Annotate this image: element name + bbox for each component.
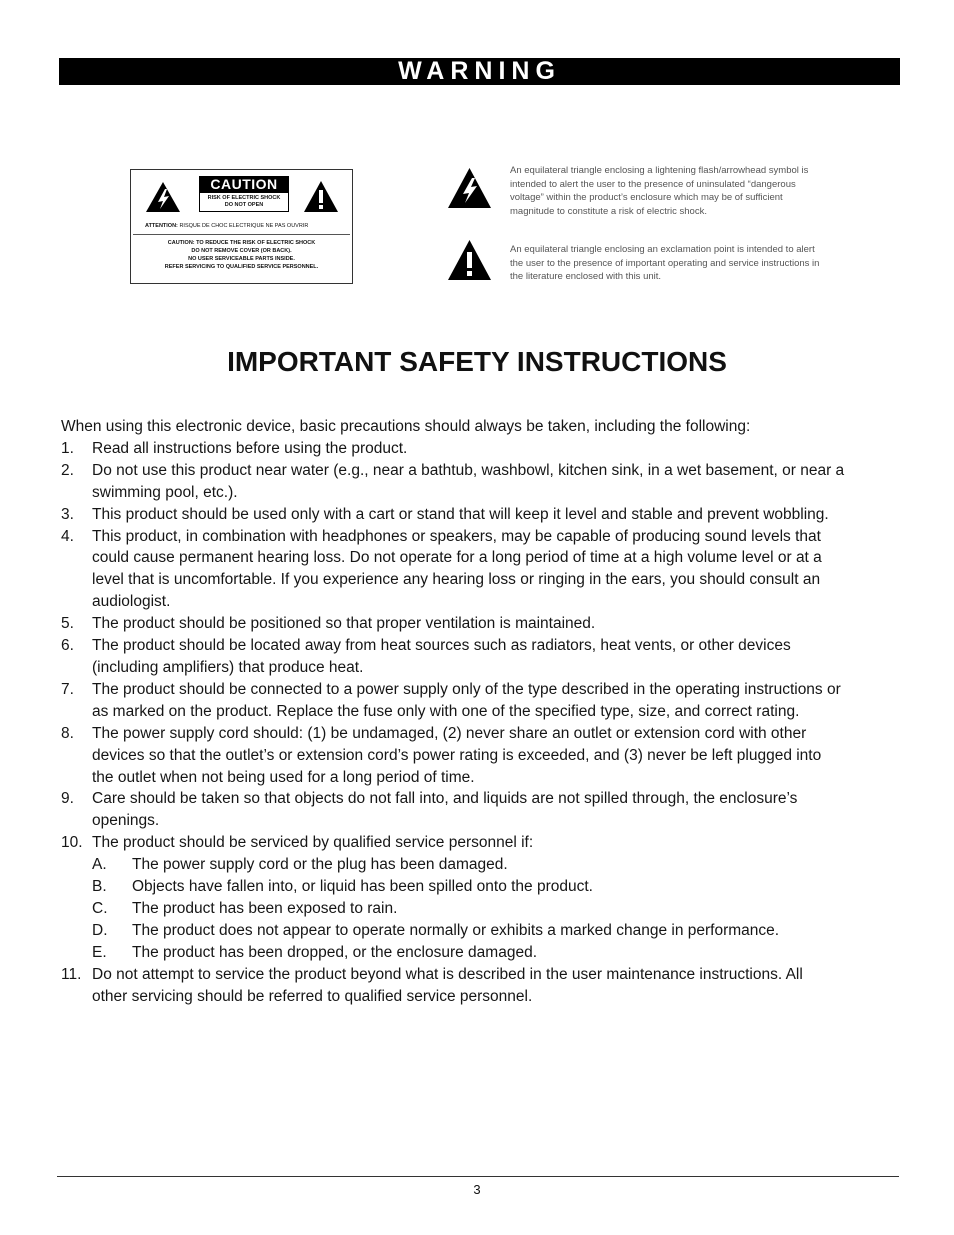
list-item-text [92, 964, 901, 1008]
warning-heading: WARNING [398, 57, 561, 85]
list-item-number: 6. [61, 637, 74, 655]
list-item-number: 8. [61, 724, 74, 742]
list-item-line: This product, in combination with headphones or speakers, may be capable of producing sound levels that [92, 527, 821, 545]
list-item-text [92, 788, 901, 832]
list-item-text [92, 635, 901, 679]
list-item-line: The product should be connected to a power supply only of the type described in the operating instructions or [92, 680, 841, 698]
list-item-number: 9. [61, 790, 74, 808]
list-item [61, 438, 901, 460]
sub-list-item-text: Objects have fallen into, or liquid has been spilled onto the product. [132, 878, 593, 896]
list-item [61, 613, 901, 635]
lightning-desc-line-1: An equilateral triangle enclosing a lightening flash/arrowhead symbol is [510, 165, 809, 176]
list-item-line: level that is uncomfortable. If you experience any hearing loss or ringing in the ears, you should consult an [92, 571, 821, 589]
page-number: 3 [473, 1182, 481, 1197]
sub-list-item [92, 854, 901, 876]
caution-body-line-2: DO NOT REMOVE COVER (OR BACK). [191, 248, 292, 254]
list-item [61, 504, 901, 526]
list-item-line: The power supply cord should: (1) be undamaged, (2) never share an outlet or extension cord with other [92, 724, 807, 742]
exclamation-desc-line-1: An equilateral triangle enclosing an exclamation point is intended to alert [510, 244, 815, 255]
risk-line-2: DO NOT OPEN [224, 202, 264, 208]
list-item [61, 679, 901, 723]
risk-line-1: RISK OF ELECTRIC SHOCK [207, 195, 281, 201]
sub-list-item [92, 920, 901, 942]
exclamation-symbol-description [510, 243, 819, 284]
list-item-text [92, 504, 901, 526]
page-title: IMPORTANT SAFETY INSTRUCTIONS [227, 346, 727, 377]
list-item-line: as marked on the product. Replace the fuse only with one of the specified type, size, and correct rating. [92, 702, 800, 720]
list-item-number: 10. [61, 834, 83, 852]
caution-body-line-1: CAUTION: TO REDUCE THE RISK OF ELECTRIC SHOCK [167, 240, 316, 246]
lightning-warning-icon [145, 181, 181, 213]
sub-list-item-letter: C. [92, 899, 108, 917]
sub-list-item [92, 942, 901, 964]
footer-divider [57, 1176, 899, 1177]
lightning-desc-line-3: voltage” within the product’s enclosure which may be of sufficient [510, 192, 783, 203]
list-item-line: (including amplifiers) that produce heat. [92, 658, 364, 676]
list-item-line: The product should be located away from heat sources such as radiators, heat vents, or other devices [92, 637, 791, 655]
list-item-line: Read all instructions before using the product. [92, 439, 408, 457]
caution-header [199, 176, 289, 220]
sub-list-item-letter: D. [92, 921, 108, 939]
list-item-number: 7. [61, 680, 74, 698]
list-item-line: devices so that the outlet’s or extension cord’s power rating is exceeded, and (3) never be left plugged into [92, 746, 822, 764]
lightning-desc-line-4: magnitude to constitute a risk of electric shock. [510, 205, 707, 217]
caution-body-line-3: NO USER SERVICEABLE PARTS INSIDE. [188, 256, 295, 262]
list-item-line: could cause permanent hearing loss. Do not operate for a long period of time at a high volume level or at a [92, 549, 822, 567]
list-item [61, 832, 901, 854]
exclamation-desc-line-2: the user to the presence of important operating and service instructions in [510, 257, 820, 269]
list-item-line: Do not use this product near water (e.g., near a bathtub, washbowl, kitchen sink, in a wet basement, or near a [92, 461, 845, 479]
list-item [61, 460, 901, 504]
list-item-line: openings. [92, 812, 160, 830]
caution-body-line-4: REFER SERVICING TO QUALIFIED SERVICE PERSONNEL. [164, 264, 319, 270]
sub-list-item-text: The product has been exposed to rain. [132, 899, 398, 917]
attention-label: ATTENTION: [145, 223, 178, 229]
caution-label [130, 169, 353, 284]
list-item [61, 723, 901, 789]
list-item-text [92, 613, 901, 635]
caution-risk-text [199, 193, 289, 212]
list-item-text [92, 460, 901, 504]
list-item-line: the outlet when not being used for a long period of time. [92, 768, 475, 786]
list-item [61, 964, 901, 1008]
list-item-line: other servicing should be referred to qualified service personnel. [92, 987, 533, 1005]
list-item-number: 5. [61, 615, 74, 633]
sub-list-item-letter: E. [92, 943, 107, 961]
list-item-line: audiologist. [92, 593, 171, 611]
lightning-symbol-description [510, 164, 808, 218]
list-item-text [92, 438, 901, 460]
lightning-symbol-icon [447, 167, 492, 209]
list-item-text [92, 723, 901, 789]
list-item-line: The product should be serviced by qualified service personnel if: [92, 834, 534, 852]
list-item [61, 635, 901, 679]
caution-body [137, 239, 346, 271]
lightning-desc-line-2: intended to alert the user to the presence of uninsulated “dangerous [510, 178, 796, 190]
list-item-text [92, 526, 901, 614]
exclamation-warning-icon [303, 180, 339, 213]
attention-line [145, 223, 308, 230]
list-item-text [92, 679, 901, 723]
list-item-line: swimming pool, etc.). [92, 483, 238, 501]
list-item-number: 1. [61, 439, 74, 457]
list-item-text [92, 832, 901, 854]
sub-list-item-letter: B. [92, 878, 107, 896]
sub-list-item-letter: A. [92, 856, 107, 874]
list-item-line: The product should be positioned so that proper ventilation is maintained. [92, 615, 596, 633]
sub-list-item [92, 898, 901, 920]
instruction-list [61, 438, 901, 1008]
sub-list-item-text: The product does not appear to operate normally or exhibits a marked change in performance. [132, 921, 780, 939]
sub-list-item [92, 876, 901, 898]
exclamation-symbol-icon [447, 239, 492, 281]
list-item [61, 788, 901, 832]
warning-banner [59, 58, 900, 85]
list-item-number: 11. [61, 965, 82, 983]
list-item-number: 2. [61, 461, 74, 479]
list-item [61, 526, 901, 614]
sub-list-item-text: The product has been dropped, or the enclosure damaged. [132, 943, 537, 961]
list-item-number: 3. [61, 505, 74, 523]
list-item-number: 4. [61, 527, 74, 545]
list-item-line: Do not attempt to service the product beyond what is described in the user maintenance instructions. All [92, 965, 803, 983]
list-item-line: Care should be taken so that objects do not fall into, and liquids are not spilled through, the enclosure’s [92, 790, 798, 808]
caution-title: CAUTION [199, 176, 289, 193]
sub-list-item-text: The power supply cord or the plug has been damaged. [132, 856, 508, 874]
exclamation-desc-line-3: the literature enclosed with this unit. [510, 271, 662, 282]
list-item-line: This product should be used only with a cart or stand that will keep it level and stable and prevent wobbling. [92, 505, 829, 523]
instructions-body [61, 416, 901, 1007]
caution-divider [133, 234, 350, 235]
intro-text: When using this electronic device, basic precautions should always be taken, including the following: [61, 418, 751, 435]
attention-text: RISQUE DE CHOC ELECTRIQUE NE PAS OUVRIR [179, 223, 309, 229]
